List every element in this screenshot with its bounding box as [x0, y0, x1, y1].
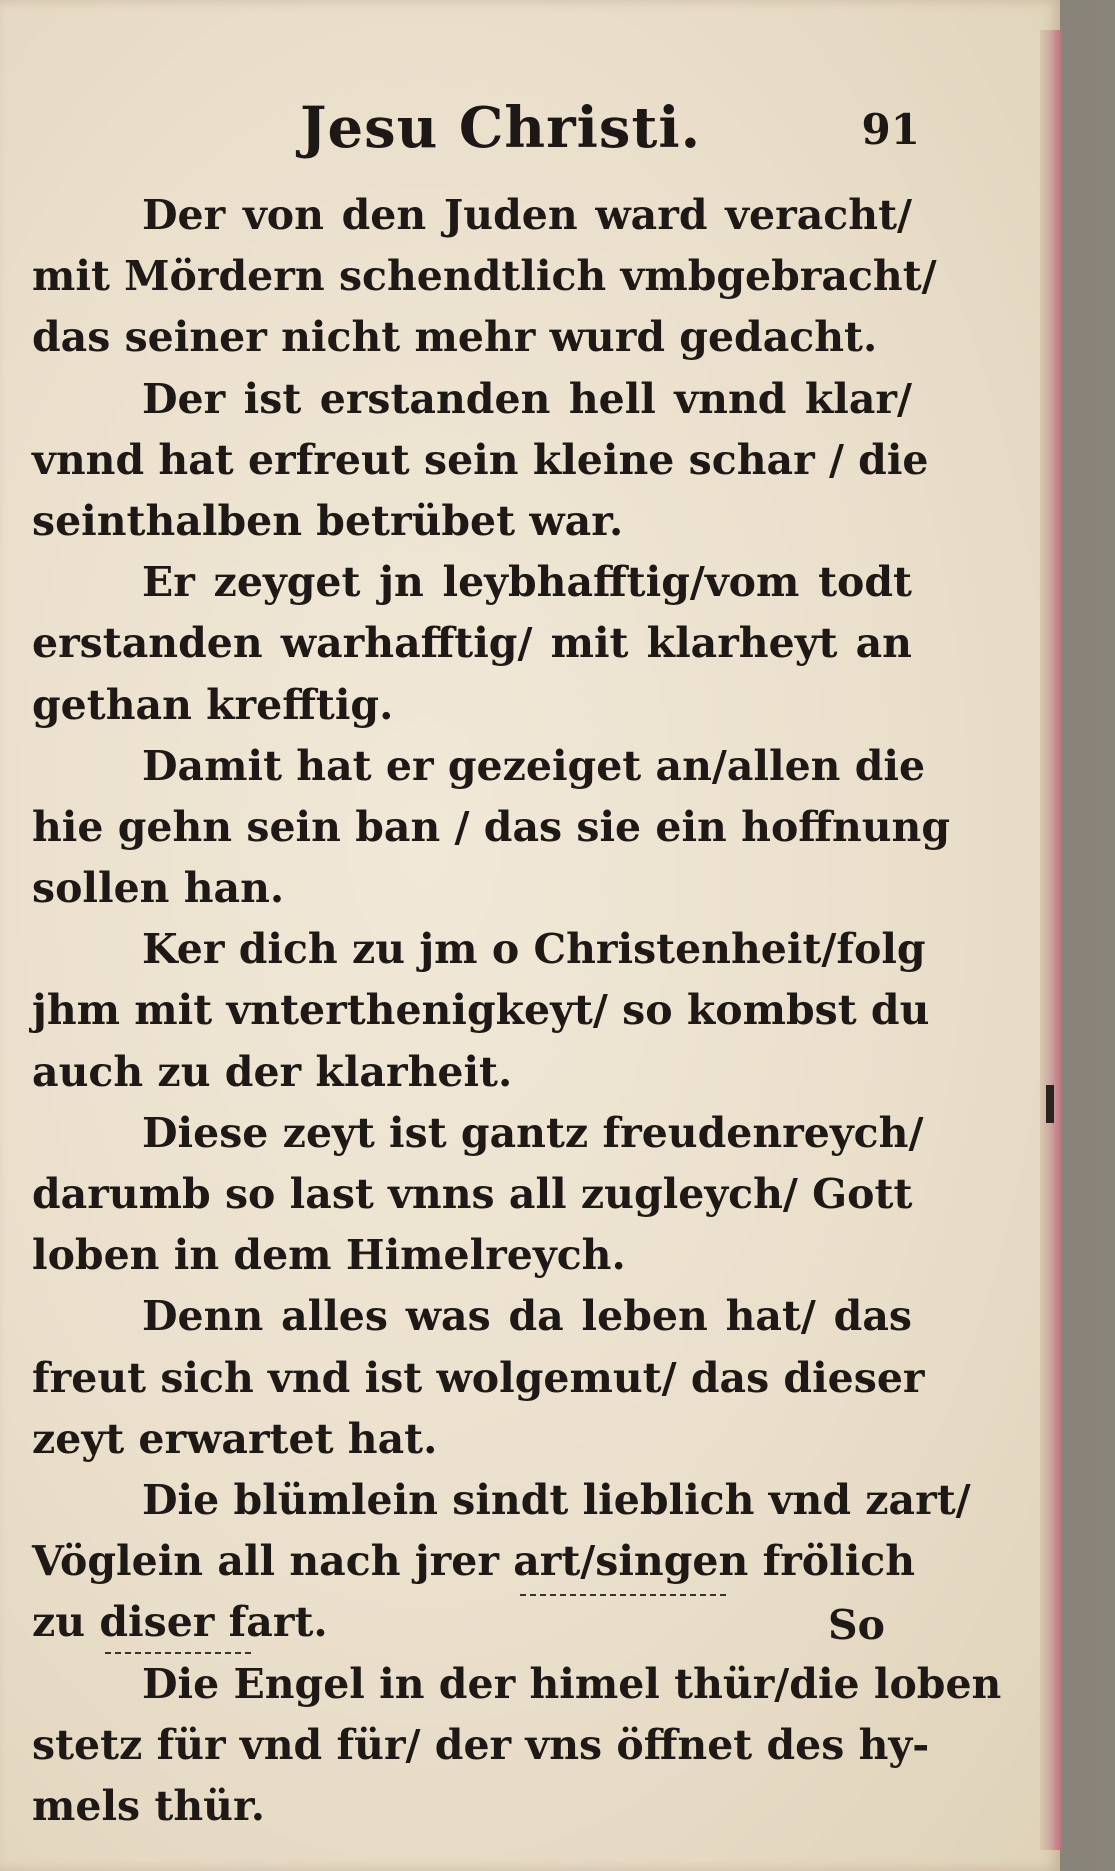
page-header [300, 95, 920, 175]
text-line: darumb so last vnns all zugleych/ Gott [32, 1170, 913, 1218]
running-title: Jesu Christi. [300, 95, 702, 161]
underline-rule [520, 1594, 730, 1596]
text-line: auch zu der klarheit. [32, 1047, 513, 1096]
verse-text [32, 185, 1002, 1837]
text-line: gethan krefftig. [32, 680, 394, 729]
edge-mark [1046, 1085, 1054, 1123]
page-edge [1040, 30, 1062, 1850]
page-number: 91 [861, 105, 920, 154]
text-line: mels thür. [32, 1781, 266, 1830]
text-line: sollen han. [32, 864, 285, 913]
text-line: jhm mit vnterthenigkeyt/ so kombst du [32, 986, 930, 1035]
text-line: Vöglein all nach jrer art/singen frölich [32, 1537, 916, 1586]
underline-rule [105, 1652, 255, 1654]
text-line: Die blümlein sindt lieblich vnd zart/ [142, 1475, 971, 1524]
text-line: Ker dich zu jm o Christenheit/folg [142, 925, 926, 974]
text-line: zu diser fart. [32, 1598, 328, 1647]
catchword: So [828, 1601, 885, 1649]
text-line: Der ist erstanden hell vnnd klar/ [142, 374, 912, 423]
text-line: Der von den Juden ward veracht/ [142, 191, 912, 239]
text-line: vnnd hat erfreut sein kleine schar / die [32, 435, 929, 484]
text-line: loben in dem Himelreych. [32, 1231, 626, 1280]
text-line: erstanden warhafftig/ mit klarheyt an [32, 619, 912, 668]
text-line: Die Engel in der himel thür/die loben [142, 1659, 1002, 1708]
text-line: das seiner nicht mehr wurd gedacht. [32, 313, 878, 362]
text-line: zeyt erwartet hat. [32, 1414, 438, 1463]
text-line: Denn alles was da leben hat/ das [142, 1292, 912, 1341]
text-line: freut sich vnd ist wolgemut/ das dieser [32, 1353, 925, 1402]
text-line: stetz für vnd für/ der vns öffnet des hy- [32, 1720, 930, 1769]
text-line: hie gehn sein ban / das sie ein hoffnung [32, 802, 951, 851]
text-line: mit Mördern schendtlich vmbgebracht/ [32, 252, 937, 301]
text-line: Diese zeyt ist gantz freudenreych/ [142, 1108, 924, 1157]
text-line: Er zeyget jn leybhafftig/vom todt [142, 558, 912, 607]
text-line: Damit hat er gezeiget an/allen die [142, 741, 926, 790]
text-line: seinthalben betrübet war. [32, 496, 624, 545]
